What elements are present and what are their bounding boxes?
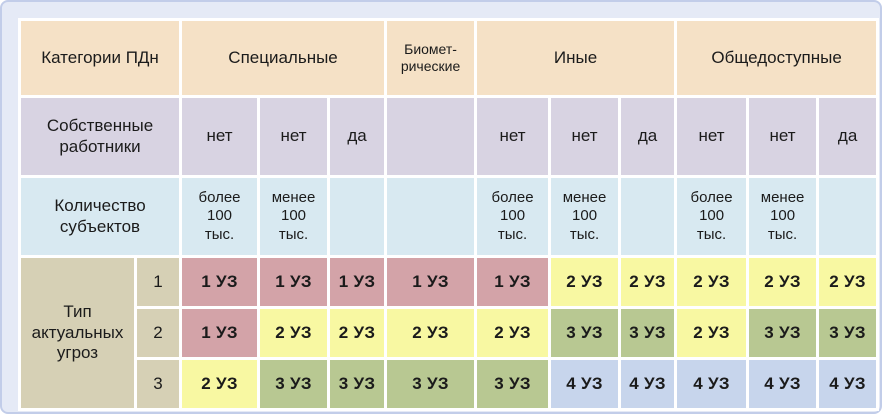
subjects-value-cell: более 100 тыс. (677, 178, 746, 255)
uz-level-cell: 2 УЗ (677, 309, 746, 357)
uz-level-cell: 4 УЗ (677, 360, 746, 408)
uz-level-cell: 3 УЗ (621, 309, 674, 357)
subjects-row-label: Количество субъектов (21, 178, 179, 255)
uz-level-cell: 2 УЗ (819, 258, 876, 306)
uz-level-cell: 4 УЗ (621, 360, 674, 408)
subjects-value-cell (621, 178, 674, 255)
workers-value-cell: нет (260, 98, 327, 175)
uz-level-cell: 1 УЗ (182, 309, 257, 357)
subjects-value-cell (387, 178, 474, 255)
workers-value-cell: нет (551, 98, 618, 175)
threat-type-label: Тип актуальных угроз (21, 258, 134, 408)
threat-row-3-index: 3 (137, 360, 179, 408)
uz-level-cell: 2 УЗ (749, 258, 816, 306)
uz-level-cell: 3 УЗ (819, 309, 876, 357)
uz-level-cell: 3 УЗ (477, 360, 548, 408)
workers-value-cell: нет (182, 98, 257, 175)
uz-level-cell: 3 УЗ (551, 309, 618, 357)
subjects-value-cell: менее 100 тыс. (551, 178, 618, 255)
uz-level-cell: 4 УЗ (819, 360, 876, 408)
workers-value-cell: да (819, 98, 876, 175)
workers-value-cell: нет (749, 98, 816, 175)
threat-type-row-3 (21, 360, 876, 408)
uz-level-cell: 1 УЗ (330, 258, 384, 306)
subjects-value-cell: менее 100 тыс. (749, 178, 816, 255)
uz-level-cell: 2 УЗ (330, 309, 384, 357)
header-categories-cell: Категории ПДн (21, 21, 179, 95)
uz-level-cell: 3 УЗ (387, 360, 474, 408)
subjects-value-cell (819, 178, 876, 255)
header-row (21, 21, 876, 95)
uz-level-cell: 3 УЗ (749, 309, 816, 357)
uz-level-cell: 2 УЗ (621, 258, 674, 306)
workers-value-cell: да (621, 98, 674, 175)
uz-level-cell: 2 УЗ (551, 258, 618, 306)
uz-level-cell: 3 УЗ (330, 360, 384, 408)
uz-level-cell: 2 УЗ (182, 360, 257, 408)
subjects-value-cell: более 100 тыс. (477, 178, 548, 255)
workers-value-cell: нет (677, 98, 746, 175)
header-group-biometric: Биомет-рические (387, 21, 474, 95)
uz-level-cell: 1 УЗ (182, 258, 257, 306)
uz-level-cell: 3 УЗ (260, 360, 327, 408)
workers-value-cell (387, 98, 474, 175)
uz-level-cell: 4 УЗ (551, 360, 618, 408)
header-group-public: Общедоступные (677, 21, 876, 95)
workers-row-label: Собственные работники (21, 98, 179, 175)
threat-row-2-index: 2 (137, 309, 179, 357)
uz-level-cell: 1 УЗ (387, 258, 474, 306)
uz-level-cell: 2 УЗ (677, 258, 746, 306)
threat-type-row-1 (21, 258, 876, 306)
workers-value-cell: да (330, 98, 384, 175)
own-employees-row (21, 98, 876, 175)
uz-level-cell: 4 УЗ (749, 360, 816, 408)
subjects-value-cell (330, 178, 384, 255)
uz-level-cell: 1 УЗ (477, 258, 548, 306)
threat-type-row-2 (21, 309, 876, 357)
uz-level-cell: 1 УЗ (260, 258, 327, 306)
subjects-value-cell: менее 100 тыс. (260, 178, 327, 255)
header-group-special: Специальные (182, 21, 384, 95)
subjects-count-row (21, 178, 876, 255)
subjects-value-cell: более 100 тыс. (182, 178, 257, 255)
uz-level-cell: 2 УЗ (477, 309, 548, 357)
workers-value-cell: нет (477, 98, 548, 175)
threat-row-1-index: 1 (137, 258, 179, 306)
uz-level-cell: 2 УЗ (260, 309, 327, 357)
security-levels-table (18, 18, 879, 411)
uz-level-cell: 2 УЗ (387, 309, 474, 357)
header-group-other: Иные (477, 21, 674, 95)
